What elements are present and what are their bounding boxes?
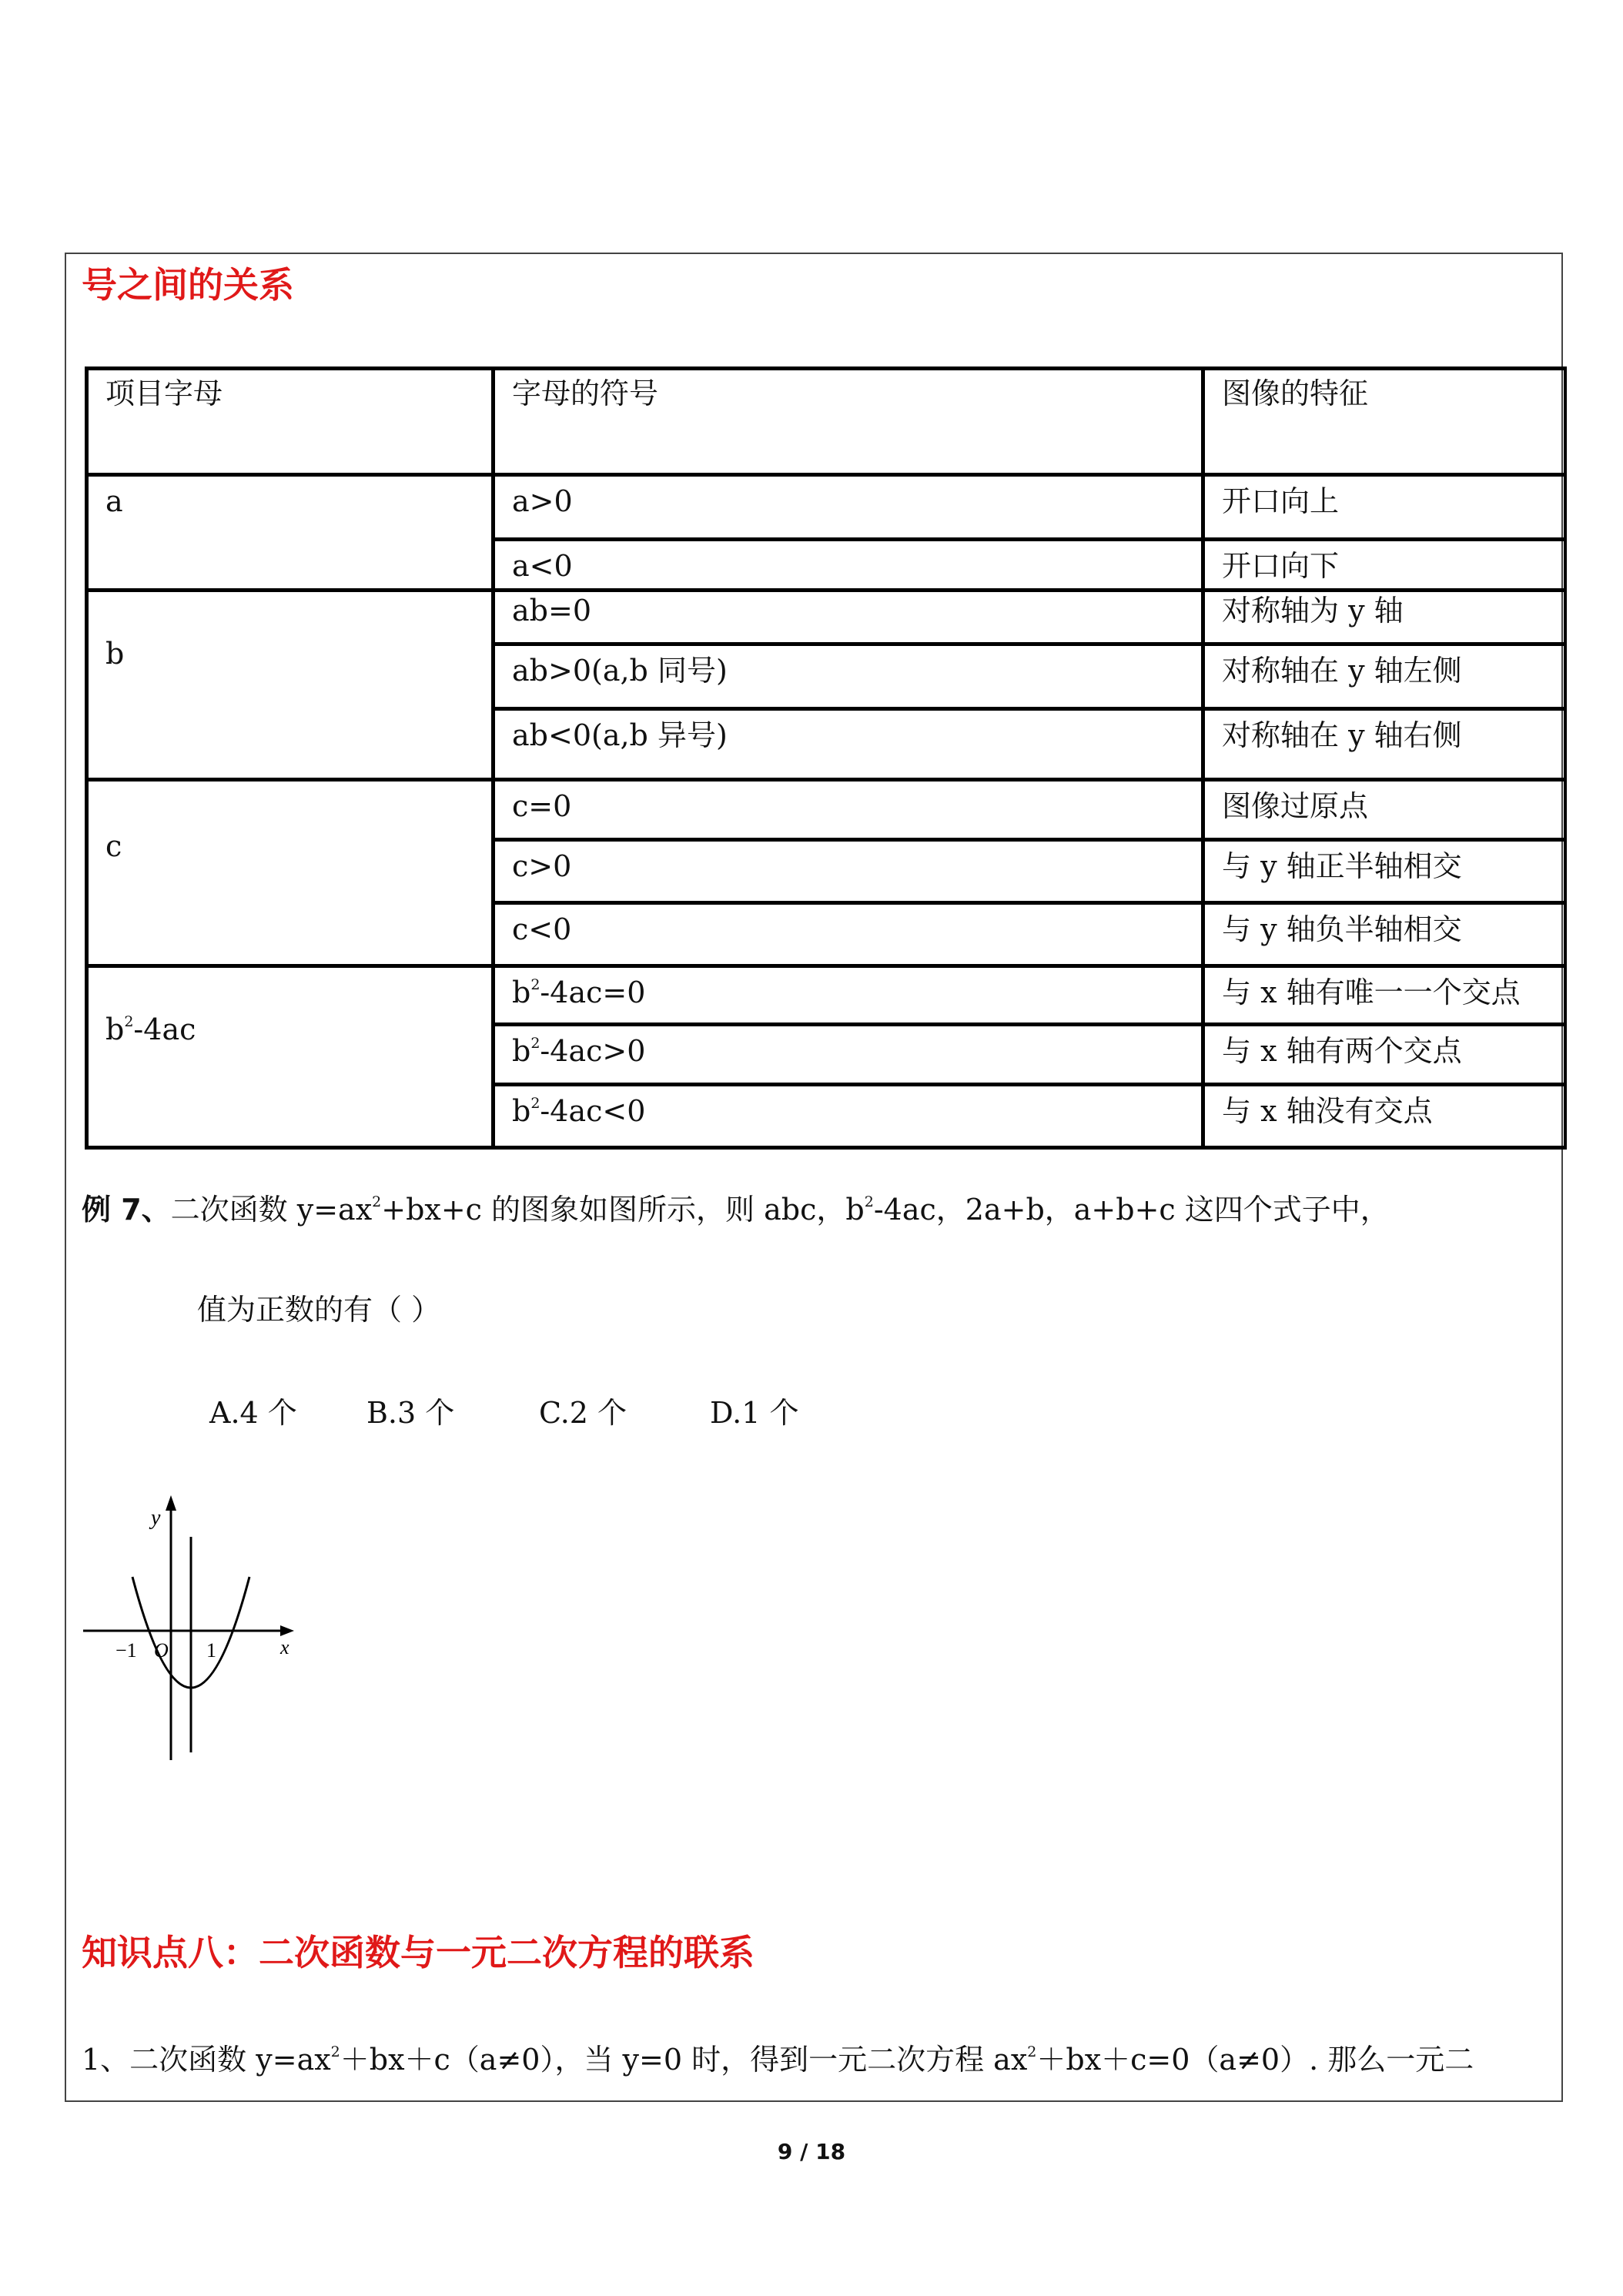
table-row bbox=[87, 591, 1565, 644]
feature-cell: 开口向上 bbox=[1203, 475, 1565, 540]
table-header-row bbox=[87, 369, 1565, 475]
feature-cell: 与 y 轴负半轴相交 bbox=[1203, 903, 1565, 966]
y-axis-label: y bbox=[151, 1506, 161, 1530]
section-heading: 号之间的关系 bbox=[82, 264, 294, 306]
feature-cell: 与 y 轴正半轴相交 bbox=[1203, 840, 1565, 903]
sign-cell: $b^2-4ac<0$ bbox=[494, 1085, 1203, 1148]
tick-label-neg-one: −1 bbox=[115, 1639, 137, 1662]
knowledge-point-8-title: 知识点八：二次函数与一元二次方程的联系 bbox=[82, 1932, 755, 1973]
sign-cell: a>0 bbox=[494, 475, 1203, 540]
feature-cell: 对称轴在 y 轴右侧 bbox=[1203, 709, 1565, 780]
group-b-label: b bbox=[87, 591, 494, 780]
choice-c[interactable]: C.2 个 bbox=[539, 1396, 627, 1430]
parabola-graph bbox=[77, 1491, 308, 1768]
feature-cell: 与 x 轴没有交点 bbox=[1203, 1085, 1565, 1148]
example7-question: 例 7、二次函数 $y=ax^2+bx+c$ 的图象如图所示，则 abc，$b^2-4ac$，2a+b，a+b+c 这四个式子中， bbox=[82, 1193, 1390, 1227]
choice-b[interactable]: B.3 个 bbox=[366, 1396, 455, 1430]
origin-label: O bbox=[154, 1639, 169, 1662]
x-axis-arrow-icon bbox=[280, 1625, 294, 1636]
x-axis-label: x bbox=[280, 1636, 289, 1658]
sign-cell: $b^2-4ac=0$ bbox=[494, 966, 1203, 1025]
header-item: 项目字母 bbox=[87, 369, 494, 475]
table-row bbox=[87, 475, 1565, 540]
sign-cell: c>0 bbox=[494, 840, 1203, 903]
group-discriminant-label: $b^2-4ac$ bbox=[87, 966, 494, 1148]
sign-cell: ab<0(a,b 异号) bbox=[494, 709, 1203, 780]
sign-cell: a<0 bbox=[494, 540, 1203, 591]
sign-cell: ab>0(a,b 同号) bbox=[494, 644, 1203, 709]
sign-cell: c=0 bbox=[494, 780, 1203, 840]
header-feature: 图像的特征 bbox=[1203, 369, 1565, 475]
feature-cell: 与 x 轴有两个交点 bbox=[1203, 1025, 1565, 1085]
sign-cell: $b^2-4ac>0$ bbox=[494, 1025, 1203, 1085]
feature-cell: 图像过原点 bbox=[1203, 780, 1565, 840]
example7-label: 例 7、 bbox=[82, 1193, 171, 1227]
feature-cell: 开口向下 bbox=[1203, 540, 1565, 591]
example7-question-line2: 值为正数的有（ ） bbox=[197, 1293, 441, 1327]
knowledge-point-8-text: 1、二次函数 $y=ax^2+bx+c(a\ne 0)$，当 y=0 时，得到一元二次方程 $ax^2+bx+c=0(a\ne 0)$. 那么一元二 bbox=[82, 2043, 1474, 2077]
coefficient-table bbox=[85, 366, 1567, 1150]
sign-cell: ab=0 bbox=[494, 591, 1203, 644]
page-number: 9 / 18 bbox=[777, 2139, 846, 2164]
group-c-label: c bbox=[87, 780, 494, 966]
tick-label-one: 1 bbox=[206, 1639, 216, 1662]
group-a-label: a bbox=[87, 475, 494, 591]
choice-d[interactable]: D.1 个 bbox=[710, 1396, 799, 1430]
table-row bbox=[87, 780, 1565, 840]
header-sign: 字母的符号 bbox=[494, 369, 1203, 475]
feature-cell: 对称轴在 y 轴左侧 bbox=[1203, 644, 1565, 709]
feature-cell: 与 x 轴有唯一一个交点 bbox=[1203, 966, 1565, 1025]
y-axis-arrow-icon bbox=[166, 1495, 176, 1511]
feature-cell: 对称轴为 y 轴 bbox=[1203, 591, 1565, 644]
choice-a[interactable]: A.4 个 bbox=[209, 1396, 297, 1430]
table-row bbox=[87, 966, 1565, 1025]
sign-cell: c<0 bbox=[494, 903, 1203, 966]
